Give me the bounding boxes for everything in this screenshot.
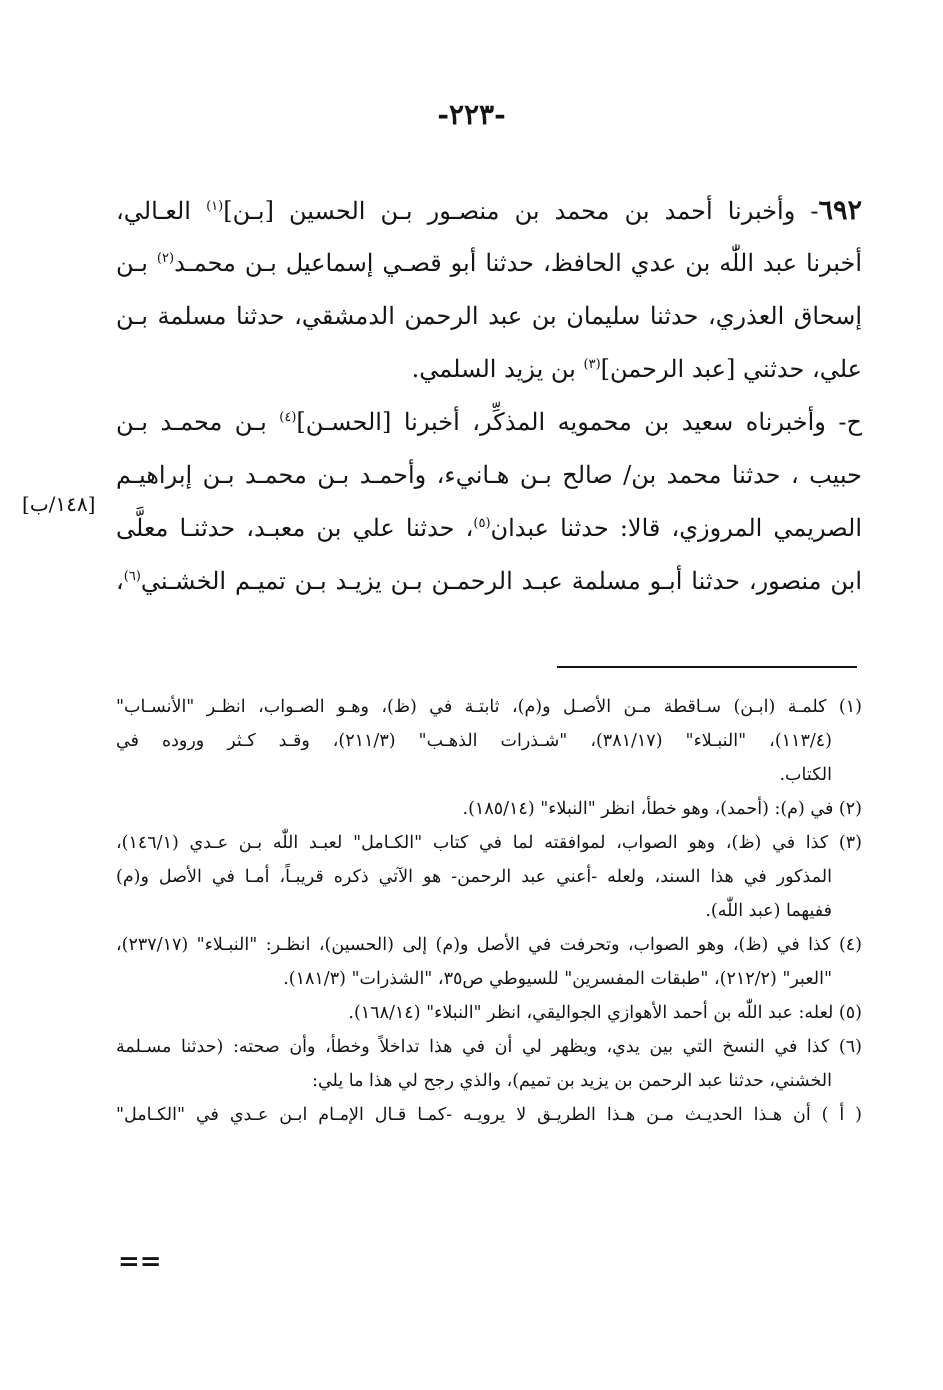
footnote-line: (١) كلمـة (ابـن) سـاقطة مـن الأصـل و(م)، ثابتـة في (ظ)، وهـو الصـواب، انظـر "الأنسـاب" xyxy=(116,697,862,717)
hadith-number: ٦٩٢ xyxy=(818,195,863,226)
main-line xyxy=(116,555,862,608)
main-line-text: علي، حدثني [عبد الرحمن] xyxy=(600,355,862,383)
main-line-text: ح- وأخبرناه سعيد بن محمويه المذكِّر، أخبرنا [الحسـن] xyxy=(296,408,862,436)
page-number: -٢٢٣- xyxy=(437,98,506,131)
main-line-text: العـالي، xyxy=(116,197,207,225)
footnote-ref: (٦) xyxy=(123,569,141,584)
footnote-line: ( أ ) أن هـذا الحديـث مـن هـذا الطريـق لا يرويـه -كمـا قـال الإمـام ابـن عـدي في "الكـامل" xyxy=(116,1105,862,1125)
footnote-ref: (١) xyxy=(206,199,224,214)
footnote-line: (٢) في (م): (أحمد)، وهو خطأ، انظر "النبلاء" (١٨٥/١٤). xyxy=(462,799,862,819)
continuation-mark: == xyxy=(118,1247,162,1277)
main-line xyxy=(116,184,862,237)
main-line-text: الصريمي المروزي، قالا: حدثنا عبدان xyxy=(490,514,862,542)
main-line-text: ، حدثنا علي بن معبـد، حدثنـا معلَّى xyxy=(116,514,474,542)
footnote-line: (٥) لعله: عبد اللّٰه بن أحمد الأهوازي الجواليقي، انظر "النبلاء" (١٦٨/١٤). xyxy=(348,1003,862,1023)
footnote-line: (٣) كذا في (ظ)، وهو الصواب، لموافقته لما في كتاب "الكـامل" لعبـد اللّٰه بـن عـدي (١٤٦/١)، xyxy=(116,833,862,853)
footnote-divider xyxy=(557,666,857,668)
main-line-text: ، xyxy=(116,567,124,595)
footnote-line: (٦) كذا في النسخ التي بين يدي، ويظهر لي أن في هذا تداخلاً وخطأ، وأن صحته: (حدثنا مسـلمة xyxy=(116,1037,862,1057)
footnote-line: "العبر" (٢١٢/٢)، "طبقات المفسرين" للسيوطي ص٣٥، "الشذرات" (١٨١/٣). xyxy=(283,969,832,989)
main-line-text: أخبرنا عبد اللّٰه بن عدي الحافظ، حدثنا أبو قصـي إسماعيل بـن محمـد xyxy=(174,249,863,277)
footnote-ref: (٢) xyxy=(156,251,175,266)
footnote-line: الخشني، حدثنا عبد الرحمن بن يزيد بن تميم)، والذي رجح لي هذا ما يلي: xyxy=(312,1071,832,1091)
main-line-text: بن يزيد السلمي. xyxy=(411,355,584,383)
manuscript-folio-note: [١٤٨/ب] xyxy=(22,492,96,516)
footnote-ref: (٤) xyxy=(279,410,297,425)
footnote-line: (١١٣/٤)، "النبـلاء" (٣٨١/١٧)، "شـذرات الذهـب" (٢١١/٣)، وقـد كـثر وروده في xyxy=(116,731,832,751)
main-line-text: ابن منصور، حدثنا أبـو مسلمة عبـد الرحمـن بـن يزيـد بـن تميـم الخشـني xyxy=(140,567,862,595)
main-line xyxy=(116,343,862,396)
main-line xyxy=(116,290,862,343)
main-line xyxy=(116,449,862,502)
main-line xyxy=(116,396,862,449)
footnote-line: (٤) كذا في (ظ)، وهو الصواب، وتحرفت في الأصل و(م) إلى (الحسين)، انظـر: "النبـلاء" (٢٣٧/١٧)، xyxy=(116,935,862,955)
main-text xyxy=(116,184,862,608)
footnote-ref: (٥) xyxy=(473,516,491,531)
main-line xyxy=(116,237,862,290)
main-line xyxy=(116,502,862,555)
main-line-text: إسحاق العذري، حدثنا سليمان بن عبد الرحمن الدمشقي، حدثنا مسلمة بـن xyxy=(116,302,862,330)
footnotes xyxy=(116,690,862,1132)
footnote-line: الكتاب. xyxy=(779,765,832,785)
footnote-line: المذكور في هذا السند، ولعله -أعني عبد الرحمن- هو الآتي ذكره قريبـاً، أمـا في الأصل و(م) xyxy=(116,867,832,887)
main-line-text: بـن xyxy=(116,249,157,277)
main-line-text: بـن محمـد بـن xyxy=(116,408,280,436)
footnote-ref: (٣) xyxy=(583,357,601,372)
footnote-line: ففيهما (عبد اللّٰه). xyxy=(705,901,832,921)
main-line-text: - وأخبرنا أحمد بن محمد بن منصـور بـن الحسين [بـن] xyxy=(223,197,819,225)
main-line-text: حبيب ، حدثنا محمد بن/ صالح بـن هـانيء، وأحمـد بـن محمـد بـن إبراهيـم xyxy=(116,461,862,489)
